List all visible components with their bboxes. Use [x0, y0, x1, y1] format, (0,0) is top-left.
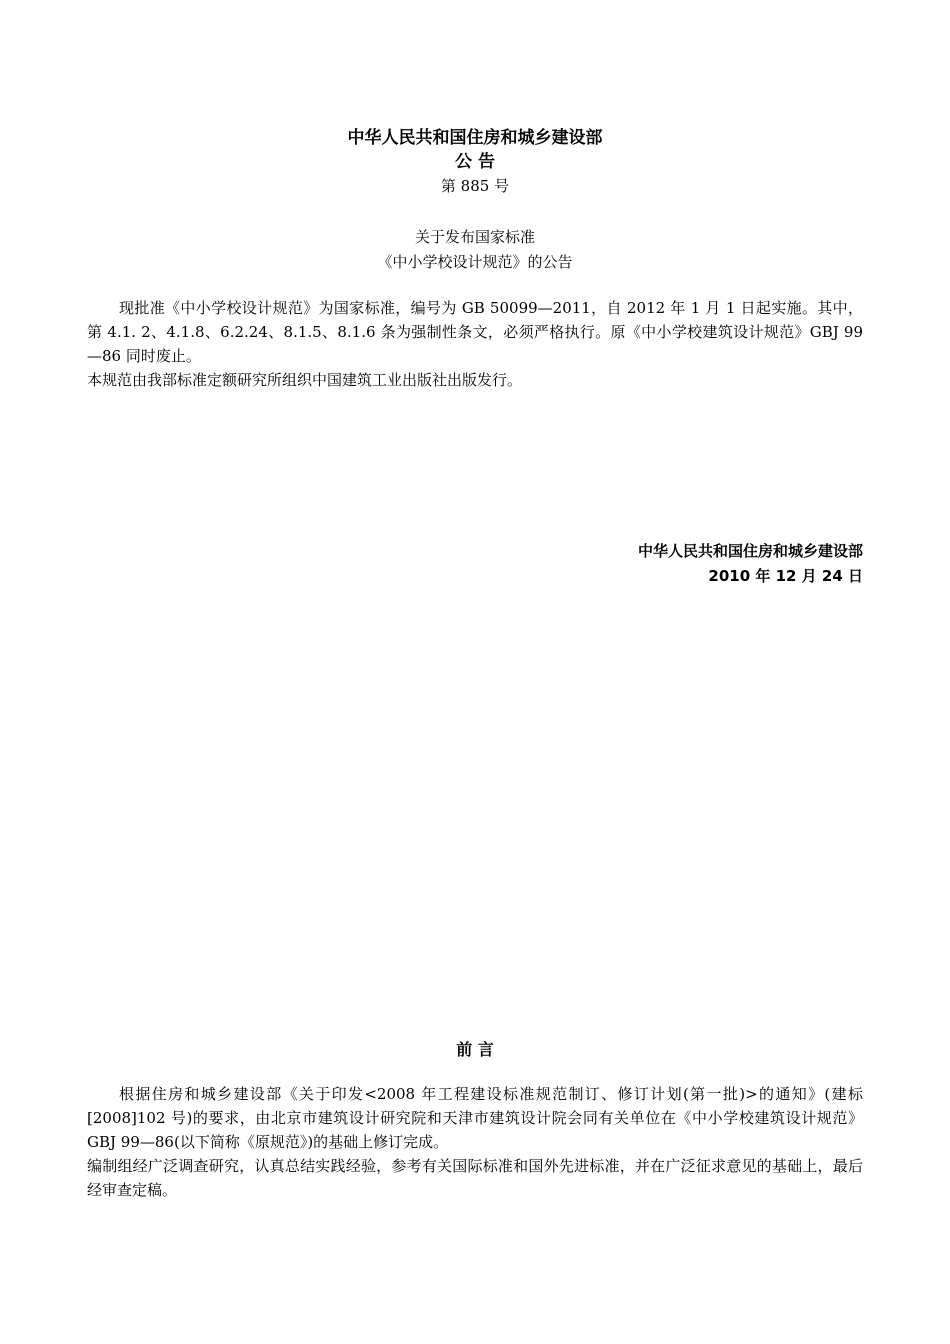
issuer-title: 中华人民共和国住房和城乡建设部 [347, 128, 603, 148]
announcement-body [87, 296, 863, 392]
announcement-paragraph: 本规范由我部标准定额研究所组织中国建筑工业出版社出版发行。 [87, 371, 523, 389]
announcement-paragraph: 现批准《中小学校设计规范》为国家标准，编号为 GB 50099—2011，自 2012 年 1 月 1 日起实施。其中，第 4.1. 2、4.1.8、6.2.24、8.1.5、8.1.6 条为强制性条文，必须严格执行。原《中小学校建筑设计规范》GBJ 99—86 同时废止。 [87, 299, 863, 365]
foreword-paragraph: 根据住房和城乡建设部《关于印发<2008 年工程建设标准规范制订、修订计划(第一批)>的通知》(建标[2008]102 号)的要求，由北京市建筑设计研究院和天津市建筑设计院会同有关单位在《中小学校建筑设计规范》GBJ 99—86(以下简称《原规范》)的基础上修订完成。 [87, 1085, 863, 1151]
signature-organization: 中华人民共和国住房和城乡建设部 [637, 542, 863, 560]
announcement-subject-line1: 关于发布国家标准 [414, 228, 535, 246]
foreword-body [87, 1082, 863, 1202]
announcement-heading: 公 告 [455, 152, 495, 172]
signature-date: 2010 年 12 月 24 日 [708, 567, 863, 585]
foreword-paragraph: 编制组经广泛调查研究，认真总结实践经验，参考有关国际标准和国外先进标准，并在广泛征求意见的基础上，最后经审查定稿。 [87, 1157, 863, 1199]
announcement-number: 第 885 号 [440, 177, 510, 195]
foreword-heading: 前 言 [456, 1040, 494, 1059]
announcement-subject-line2: 《中小学校设计规范》的公告 [377, 253, 573, 271]
